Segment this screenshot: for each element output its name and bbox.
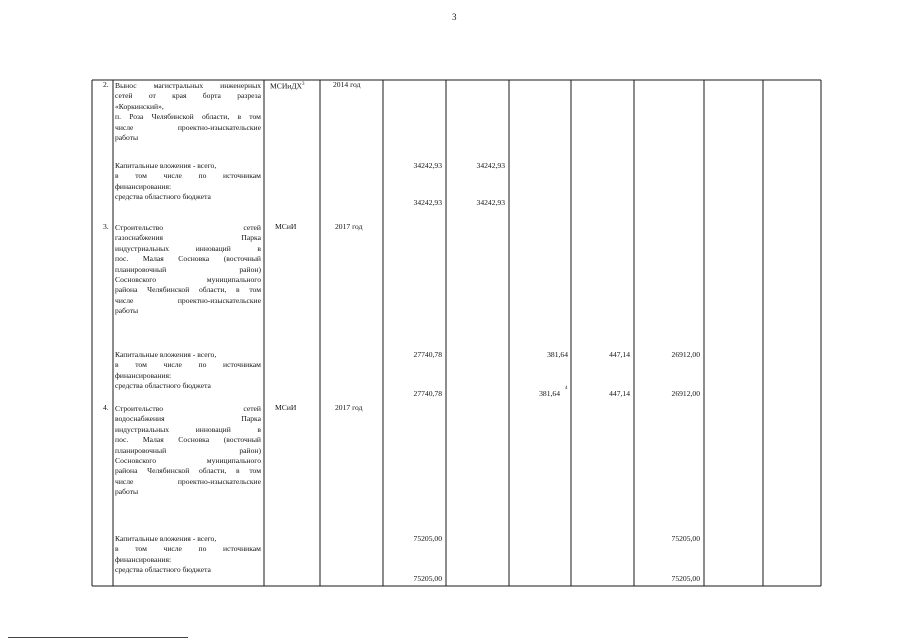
footnote-mark: 4 xyxy=(565,386,568,391)
page-number: 3 xyxy=(452,12,457,22)
total-value: 27740,78 xyxy=(413,350,442,359)
year: 2017 год xyxy=(335,403,363,412)
title-line: планировочный район) xyxy=(115,264,261,274)
year-budget-value: 381,64 xyxy=(539,389,560,398)
title-line: п. Роза Челябинской области, в том xyxy=(115,112,261,122)
year: 2014 год xyxy=(333,80,361,89)
total-budget-value: 27740,78 xyxy=(413,389,442,398)
finance-line: в том числе по источникам xyxy=(115,360,261,370)
finance-line: средства областного бюджета xyxy=(115,565,211,575)
finance-line: финансирования: xyxy=(115,554,172,564)
footnote-separator xyxy=(8,637,188,638)
title-line: индустриальных инноваций в xyxy=(115,424,261,434)
year-value: 75205,00 xyxy=(671,534,700,543)
finance-description xyxy=(115,161,261,203)
finance-line: средства областного бюджета xyxy=(115,381,211,391)
footnote-mark: 3 xyxy=(302,82,305,87)
title-line: планировочный район) xyxy=(115,445,261,455)
finance-line: финансирования: xyxy=(115,181,172,191)
year-budget-value: 447,14 xyxy=(609,389,630,398)
year-value: 26912,00 xyxy=(671,350,700,359)
row-number: 2. xyxy=(103,80,109,89)
title-line: пос. Малая Сосновка (восточный xyxy=(115,254,261,264)
title-line: водоснабжения Парка xyxy=(115,414,261,424)
finance-line: Капитальные вложения - всего, xyxy=(115,350,217,359)
finance-line: Капитальные вложения - всего, xyxy=(115,534,217,543)
row-number: 4. xyxy=(103,403,109,412)
title-line: сетей от края борта разреза xyxy=(115,91,261,101)
finance-line: Капитальные вложения - всего, xyxy=(115,161,217,170)
row-title xyxy=(115,404,261,498)
finance-description xyxy=(115,534,261,576)
year-budget-value: 26912,00 xyxy=(671,389,700,398)
title-line: работы xyxy=(115,132,139,142)
year-value: 381,64 xyxy=(547,350,568,359)
year-value: 447,14 xyxy=(609,350,630,359)
title-line: Сосновского муниципального xyxy=(115,455,261,465)
year-value: 34242,93 xyxy=(476,161,505,170)
year-budget-value: 75205,00 xyxy=(671,574,700,583)
title-line: пос. Малая Сосновка (восточный xyxy=(115,435,261,445)
finance-line: в том числе по источникам xyxy=(115,544,261,554)
title-line: Строительство сетей xyxy=(115,223,261,232)
row-number: 3. xyxy=(103,222,109,231)
total-budget-value: 75205,00 xyxy=(413,574,442,583)
total-budget-value: 34242,93 xyxy=(413,198,442,207)
title-line: числе проектно-изыскательские xyxy=(115,295,261,305)
title-line: Вынос магистральных инженерных xyxy=(115,81,261,90)
title-line: района Челябинской области, в том xyxy=(115,285,261,295)
finance-line: в том числе по источникам xyxy=(115,171,261,181)
year: 2017 год xyxy=(335,222,363,231)
title-line: района Челябинской области, в том xyxy=(115,466,261,476)
title-line: индустриальных инноваций в xyxy=(115,243,261,253)
finance-description xyxy=(115,350,261,392)
executor: МСИиДХ$^3$ xyxy=(270,81,305,91)
year-budget-value: 34242,93 xyxy=(476,198,505,207)
title-line: числе проектно-изыскательские xyxy=(115,122,261,132)
title-line: Сосновского муниципального xyxy=(115,274,261,284)
title-line: работы xyxy=(115,306,139,316)
title-line: работы xyxy=(115,487,139,497)
finance-line: средства областного бюджета xyxy=(115,192,211,202)
executor: МСиИ xyxy=(275,222,297,231)
total-value: 75205,00 xyxy=(413,534,442,543)
executor: МСиИ xyxy=(275,403,297,412)
title-line: числе проектно-изыскательские xyxy=(115,476,261,486)
title-line: газоснабжения Парка xyxy=(115,233,261,243)
row-title xyxy=(115,81,261,143)
finance-line: финансирования: xyxy=(115,370,172,380)
total-value: 34242,93 xyxy=(413,161,442,170)
row-title xyxy=(115,223,261,317)
title-line: «Коркинский», xyxy=(115,101,164,111)
title-line: Строительство сетей xyxy=(115,404,261,413)
